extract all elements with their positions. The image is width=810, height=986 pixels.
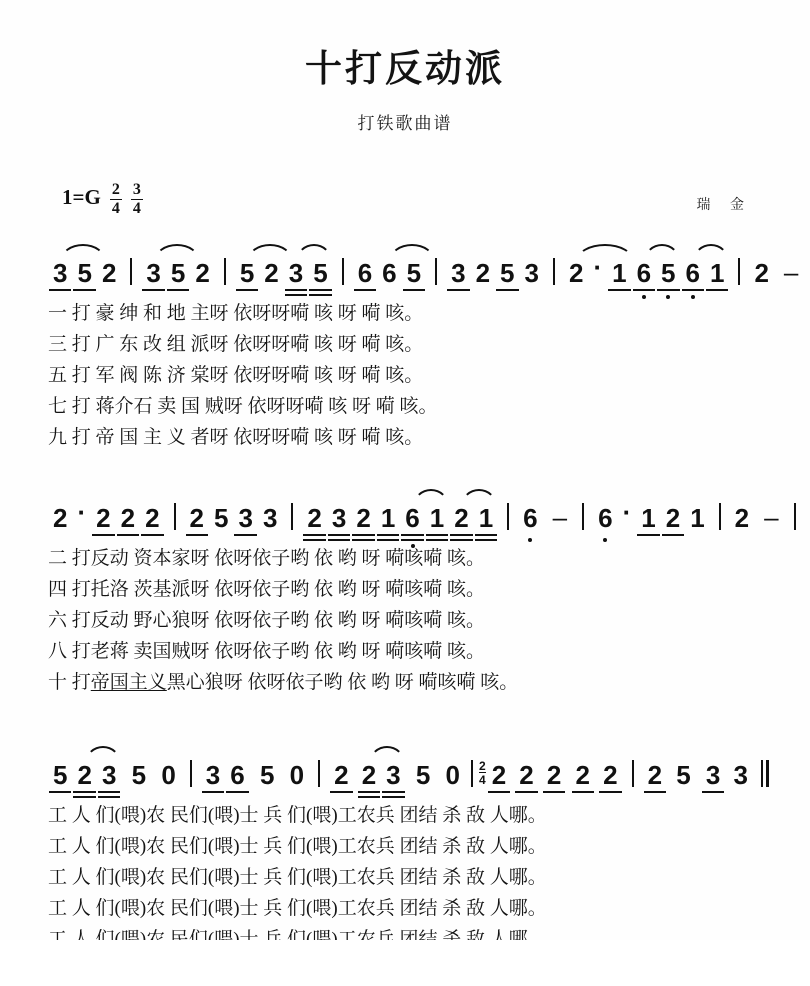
note-number: 5 — [170, 257, 186, 288]
jianpu-note — [127, 759, 151, 800]
note-number: 2 — [491, 759, 507, 790]
note-number: 1 — [380, 502, 396, 533]
jianpu-note — [495, 257, 519, 298]
note-number: 1 — [478, 502, 494, 533]
barline-stroke — [291, 503, 293, 530]
note-number: 3 — [101, 759, 117, 790]
note-number: 3 — [262, 502, 278, 533]
score-meta-row — [0, 180, 810, 226]
barline-stroke — [553, 258, 555, 285]
note-number: 6 — [685, 257, 700, 288]
jianpu-note — [201, 759, 225, 800]
note-number: 2 — [77, 759, 92, 790]
lyric-text: 六 打反动 野心狼呀 依呀依子哟 依 哟 呀 嗬咳嗬 咳。 — [48, 609, 486, 631]
barline — [710, 503, 730, 543]
lyric-line — [48, 831, 776, 862]
lyric-line — [48, 391, 776, 422]
note-number: 6 — [636, 257, 652, 288]
note-number: 2 — [356, 502, 371, 533]
note-number: 5 — [415, 759, 431, 790]
barline-stroke — [471, 760, 473, 787]
jianpu-note — [564, 257, 588, 298]
jianpu-note — [190, 257, 214, 298]
meter-denominator: 4 — [479, 772, 486, 787]
augmentation-dot: · — [622, 496, 632, 527]
jianpu-note — [141, 257, 165, 298]
jianpu-note — [91, 502, 115, 543]
final-barline — [753, 760, 776, 800]
system-2 — [0, 487, 810, 698]
lyric-text: 工 人 们(喂)农 民们(喂)士 兵 们(喂)工农兵 团结 杀 敌 人哪。 — [48, 897, 547, 919]
barline-stroke — [174, 503, 176, 530]
barline-stroke — [224, 258, 226, 285]
page-title: 十打反动派 — [305, 49, 505, 90]
meter-denominator: 4 — [132, 199, 141, 217]
note-number: 3 — [331, 502, 347, 533]
barline — [426, 258, 446, 298]
note-number: 2 — [647, 759, 663, 790]
lyric-text: 七 打 蒋介石 卖 国 贼呀 依呀呀嗬 咳 呀 嗬 咳。 — [48, 395, 438, 417]
duration-dash: – — [552, 501, 568, 532]
jianpu-note — [518, 502, 542, 543]
barline — [804, 258, 810, 298]
jianpu-note — [474, 502, 498, 543]
lyric-text: 八 打老蒋 卖国贼呀 依呀依子哟 依 哟 呀 嗬咳嗬 咳。 — [48, 640, 486, 662]
jianpu-note — [351, 502, 375, 543]
lyric-text: 一 打 豪 绅 和 地 主呀 依呀呀嗬 咳 呀 嗬 咳。 — [48, 302, 424, 324]
note-number: 3 — [386, 759, 401, 790]
lyric-line — [48, 329, 776, 360]
jianpu-note — [353, 257, 377, 298]
jianpu-note — [701, 759, 725, 800]
page-subtitle: 打铁歌曲谱 — [357, 113, 453, 133]
jianpu-note — [209, 502, 233, 543]
note-number: 6 — [405, 502, 420, 533]
note-number: 5 — [214, 502, 229, 533]
page-bottom-margin — [0, 940, 810, 986]
jianpu-note — [411, 759, 435, 800]
note-number: 2 — [519, 759, 534, 790]
jianpu-note — [402, 257, 426, 298]
note-number: 2 — [568, 257, 584, 288]
note-number: 2 — [475, 257, 491, 288]
jianpu-note — [72, 257, 96, 298]
lyric-line — [48, 360, 776, 391]
jianpu-note — [514, 759, 538, 800]
jianpu-note — [357, 759, 381, 800]
jianpu-note — [48, 759, 72, 800]
barline — [165, 503, 185, 543]
jianpu-note — [749, 257, 773, 298]
jianpu-note — [116, 502, 140, 543]
note-number: 2 — [734, 502, 750, 533]
note-number: 2 — [361, 759, 377, 790]
jianpu-note — [235, 257, 259, 298]
jianpu-note — [671, 759, 695, 800]
jianpu-note — [259, 257, 283, 298]
lyric-text: 四 打托洛 茨基派呀 依呀依子哟 依 哟 呀 嗬咳嗬 咳。 — [48, 578, 486, 600]
barline — [282, 503, 302, 543]
barline — [215, 258, 235, 298]
jianpu-note — [233, 502, 257, 543]
note-number: 0 — [445, 759, 460, 790]
barline-stroke — [130, 258, 132, 285]
note-number: 2 — [754, 257, 769, 288]
jianpu-note — [48, 502, 72, 543]
lyric-text: 九 打 帝 国 主 义 者呀 依呀呀嗬 咳 呀 嗬 咳。 — [48, 426, 424, 448]
barline — [544, 258, 564, 298]
attribution: 瑞 金 — [696, 197, 752, 213]
note-number: 2 — [334, 759, 349, 790]
note-number: 5 — [77, 257, 92, 288]
augmentation-dot: · — [593, 251, 603, 282]
barline-stroke — [507, 503, 509, 530]
note-number: 5 — [239, 257, 255, 288]
note-number: 2 — [53, 502, 68, 533]
jianpu-note — [308, 257, 332, 298]
barline-stroke — [738, 258, 740, 285]
jianpu-note — [643, 759, 667, 800]
meter-denominator: 4 — [111, 199, 120, 217]
note-number: 1 — [429, 502, 445, 533]
lyric-text-underlined: 帝国主义 — [90, 671, 167, 693]
jianpu-note — [327, 502, 351, 543]
jianpu-note — [598, 759, 622, 800]
lyric-line-verse-10 — [48, 667, 776, 698]
note-number: 2 — [454, 502, 469, 533]
lyric-text-prefix: 十 打 — [48, 671, 91, 693]
barline-stroke — [342, 258, 344, 285]
title-block — [0, 0, 810, 134]
time-signature-3-4 — [131, 182, 143, 217]
system-1 — [0, 242, 810, 453]
note-number: 2 — [307, 502, 322, 533]
note-number: 6 — [598, 502, 613, 533]
lyric-text: 工 人 们(喂)农 民们(喂)士 兵 们(喂)工农兵 团结 杀 敌 人哪。 — [48, 866, 547, 888]
note-number: 3 — [524, 257, 539, 288]
jianpu-note — [542, 759, 566, 800]
jianpu-note — [97, 257, 121, 298]
system-3 — [0, 744, 810, 955]
jianpu-note — [284, 257, 308, 298]
note-number: 6 — [230, 759, 245, 790]
jianpu-note — [571, 759, 595, 800]
note-number: 0 — [161, 759, 176, 790]
note-number: 6 — [357, 257, 373, 288]
jianpu-note — [705, 257, 729, 298]
jianpu-note — [487, 759, 511, 800]
lyric-line — [48, 605, 776, 636]
note-number: 1 — [612, 257, 627, 288]
note-number: 0 — [289, 759, 305, 790]
note-number: 3 — [705, 759, 721, 790]
barline-stroke — [190, 760, 192, 787]
meter-numerator: 2 — [479, 758, 486, 773]
barline-stroke — [794, 503, 796, 530]
lyric-line — [48, 800, 776, 831]
note-number: 5 — [500, 257, 515, 288]
lyric-text: 三 打 广 东 改 组 派呀 依呀呀嗬 咳 呀 嗬 咳。 — [48, 333, 424, 355]
lyric-line — [48, 862, 776, 893]
jianpu-note — [471, 257, 495, 298]
jianpu-note — [446, 257, 470, 298]
lyric-line — [48, 422, 776, 453]
jianpu-note — [97, 759, 121, 800]
jianpu-note — [425, 502, 449, 543]
notation-row-2 — [48, 487, 779, 543]
jianpu-note — [607, 257, 631, 298]
jianpu-note — [72, 759, 96, 800]
lyric-line — [48, 636, 776, 667]
jianpu-note — [285, 759, 309, 800]
jianpu-note — [156, 759, 180, 800]
lyric-text: 二 打反动 资本家呀 依呀依子哟 依 哟 呀 嗬咳嗬 咳。 — [48, 547, 486, 569]
note-number: 3 — [205, 759, 221, 790]
lyric-text-suffix: 黑心狼呀 依呀依子哟 依 哟 呀 嗬咳嗬 咳。 — [166, 671, 519, 693]
note-number: 5 — [259, 759, 275, 790]
barline — [465, 760, 479, 800]
note-number: 2 — [145, 502, 160, 533]
note-number: 3 — [451, 257, 466, 288]
augmentation-dot: · — [77, 496, 87, 527]
note-number: 2 — [603, 759, 618, 790]
barline-stroke — [719, 503, 721, 530]
note-number: 1 — [641, 502, 656, 533]
lyric-line — [48, 298, 776, 329]
duration-dash: – — [783, 256, 799, 287]
barline — [573, 503, 593, 543]
jianpu-note — [520, 257, 544, 298]
barline — [121, 258, 141, 298]
note-number: 5 — [53, 759, 68, 790]
note-number: 5 — [406, 257, 422, 288]
barline — [181, 760, 201, 800]
lyric-line — [48, 574, 776, 605]
duration-dash: – — [764, 501, 779, 532]
jianpu-note — [302, 502, 326, 543]
jianpu-note — [400, 502, 424, 543]
note-number: 2 — [195, 257, 210, 288]
note-number: 5 — [131, 759, 147, 790]
note-number: 2 — [96, 502, 111, 533]
note-number: 3 — [146, 257, 161, 288]
jianpu-note — [376, 502, 400, 543]
meter-numerator: 2 — [111, 180, 120, 198]
note-number: 2 — [264, 257, 279, 288]
key-signature: 1=G — [62, 184, 101, 209]
jianpu-note — [656, 257, 680, 298]
jianpu-note — [449, 502, 473, 543]
lyric-text: 工 人 们(喂)农 民们(喂)士 兵 们(喂)工农兵 团结 杀 敌 人哪。 — [48, 804, 547, 826]
barline-stroke — [582, 503, 584, 530]
barline-stroke — [761, 760, 763, 787]
key-and-meter-group — [62, 180, 143, 217]
note-number: 6 — [523, 502, 538, 533]
note-number: 2 — [665, 502, 681, 533]
jianpu-note — [730, 502, 754, 543]
note-number: 5 — [661, 257, 676, 288]
note-number: 3 — [288, 257, 304, 288]
barline-stroke — [632, 760, 634, 787]
note-number: 2 — [575, 759, 590, 790]
note-number: 2 — [101, 257, 117, 288]
barline-stroke — [318, 760, 320, 787]
jianpu-note — [377, 257, 401, 298]
note-number: 5 — [313, 257, 328, 288]
jianpu-note — [258, 502, 282, 543]
barline — [623, 760, 643, 800]
notation-row-1 — [48, 242, 799, 298]
note-number: 1 — [709, 257, 725, 288]
note-number: 3 — [238, 502, 253, 533]
jianpu-note — [381, 759, 405, 800]
notation-row-3 — [48, 744, 776, 800]
lyric-text: 工 人 们(喂)农 民们(喂)士 兵 们(喂)工农兵 团结 杀 敌 人哪。 — [48, 835, 547, 857]
note-number: 3 — [733, 759, 748, 790]
note-number: 2 — [189, 502, 205, 533]
jianpu-note — [636, 502, 660, 543]
jianpu-note — [729, 759, 753, 800]
lyric-text: 五 打 军 阀 陈 济 棠呀 依呀呀嗬 咳 呀 嗬 咳。 — [48, 364, 424, 386]
jianpu-note — [685, 502, 709, 543]
jianpu-note — [681, 257, 705, 298]
jianpu-note — [255, 759, 279, 800]
barline — [785, 503, 805, 543]
jianpu-note — [661, 502, 685, 543]
barline — [309, 760, 329, 800]
note-number: 2 — [120, 502, 136, 533]
jianpu-note — [48, 257, 72, 298]
jianpu-note — [185, 502, 209, 543]
jianpu-note — [166, 257, 190, 298]
note-number: 5 — [676, 759, 691, 790]
note-number: 1 — [690, 502, 705, 533]
barline — [333, 258, 353, 298]
note-number: 2 — [546, 759, 562, 790]
jianpu-note — [225, 759, 249, 800]
jianpu-note — [593, 502, 617, 543]
barline — [729, 258, 749, 298]
barline — [498, 503, 518, 543]
lyric-line — [48, 893, 776, 924]
meter-numerator: 3 — [132, 180, 141, 198]
note-number: 3 — [53, 257, 68, 288]
inline-time-signature — [479, 760, 486, 800]
jianpu-note — [441, 759, 465, 800]
jianpu-note — [329, 759, 353, 800]
barline-stroke — [435, 258, 437, 285]
note-number: 6 — [382, 257, 397, 288]
time-signature-2-4 — [110, 182, 122, 217]
barline-stroke-thick — [766, 760, 769, 787]
jianpu-note — [140, 502, 164, 543]
jianpu-note — [632, 257, 656, 298]
